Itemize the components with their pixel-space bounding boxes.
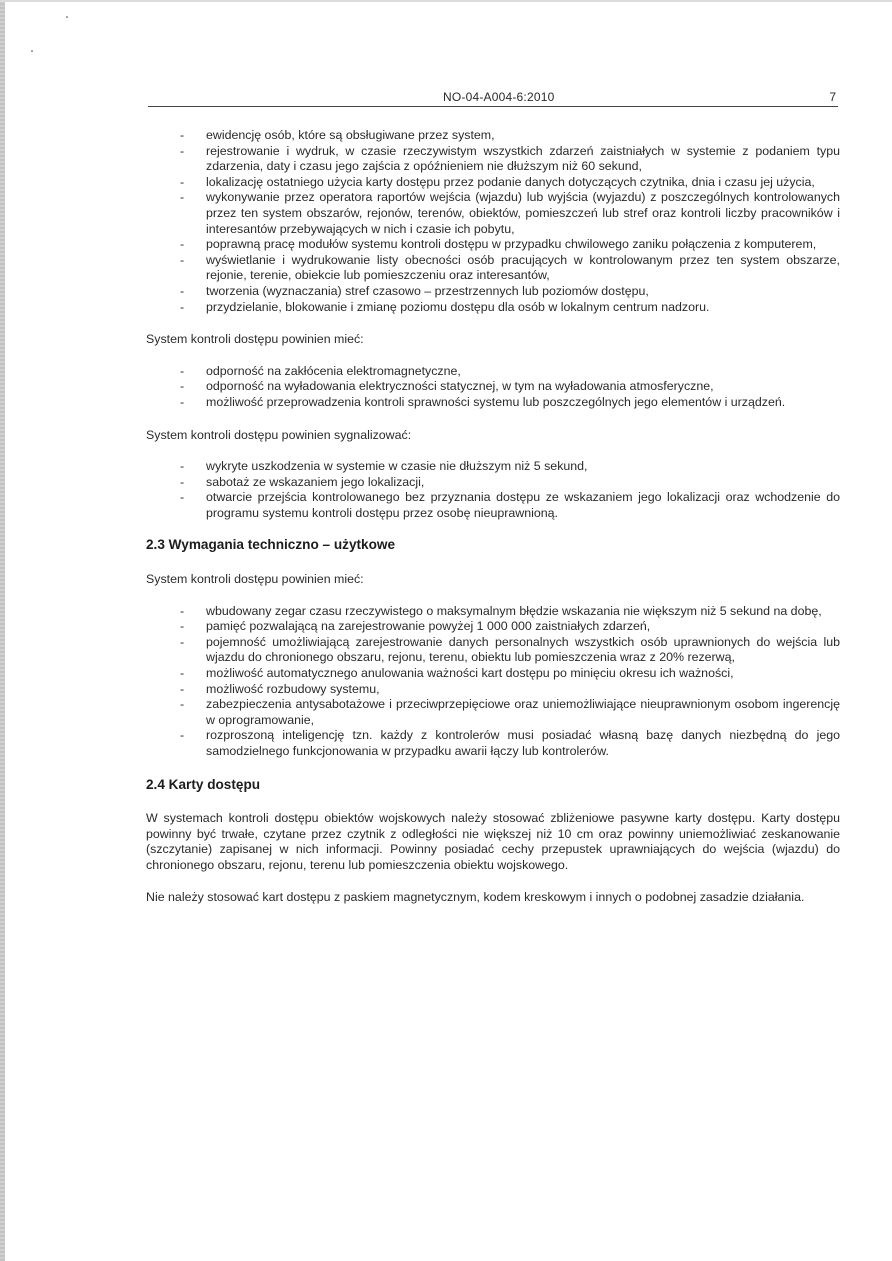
- list-item-text: pamięć pozwalającą na zarejestrowanie powyżej 1 000 000 zaistniałych zdarzeń,: [206, 619, 651, 634]
- list-item: [146, 237, 840, 253]
- bullet-dash: -: [180, 190, 185, 205]
- list-item-text: rozproszoną inteligencję tzn. każdy z kontrolerów musi posiadać własną bazę danych niezbędną do jego samodzielnego funkcjonowania w przypadku awarii łączy lub kontrolerów.: [206, 728, 840, 758]
- document-code: NO-04-A004-6:2010: [443, 90, 555, 104]
- list-item: [146, 190, 840, 237]
- list-item: [146, 619, 840, 635]
- bullet-dash: -: [180, 174, 185, 189]
- list-item-text: możliwość rozbudowy systemu,: [206, 681, 380, 696]
- list-item-text: odporność na wyładowania elektryczności statycznej, w tym na wyładowania atmosferyczne,: [206, 379, 714, 394]
- bullet-dash: -: [180, 619, 185, 634]
- requirements-list-2-3: [146, 604, 840, 760]
- list-item-text: rejestrowanie i wydruk, w czasie rzeczywistym wszystkich zdarzeń zaistniałych w systemie z podaniem typu zdarzenia, daty i czasu jego zajścia z opóźnieniem nie dłuższym niż 60 sekund,: [206, 143, 840, 174]
- list-item: [146, 379, 840, 395]
- list-item: [146, 604, 840, 620]
- list-item-text: wykonywanie przez operatora raportów wejścia (wjazdu) lub wyjścia (wyjazdu) z poszczególnych kontrolowanych przez ten system obszarów, rejonów, terenów, obiektów, pomieszczeń lub stref oraz kontroli liczby pracowników i interesantów przebywających w nich i czasie ich pobytu,: [206, 190, 840, 236]
- list-item-text: lokalizację ostatniego użycia karty dostępu przez podanie danych dotyczących czytnika, dnia i czasu jej użycia,: [206, 174, 815, 189]
- scan-edge-left: [0, 0, 5, 1261]
- bullet-dash: -: [180, 143, 185, 158]
- list-item-text: zabezpieczenia antysabotażowe i przeciwprzepięciowe oraz uniemożliwiające nieuprawnionym osobom ingerencję w oprogramowanie,: [206, 697, 840, 727]
- list-item: [146, 697, 840, 728]
- requirements-list-c: [146, 459, 840, 521]
- list-item: [146, 395, 840, 411]
- bullet-dash: -: [180, 697, 185, 712]
- list-item: [146, 475, 840, 491]
- bullet-dash: -: [180, 363, 185, 378]
- list-item: [146, 490, 840, 521]
- list-item: [146, 459, 840, 475]
- list-item: [146, 682, 840, 698]
- bullet-dash: -: [180, 283, 185, 298]
- paragraph-intro-2-3: System kontroli dostępu powinien mieć:: [146, 572, 364, 587]
- bullet-dash: -: [180, 128, 185, 142]
- requirements-list-b: [146, 364, 840, 411]
- bullet-dash: -: [180, 459, 185, 474]
- paragraph-intro-c: System kontroli dostępu powinien sygnalizować:: [146, 427, 412, 442]
- page-number: 7: [829, 90, 836, 104]
- bullet-dash: -: [180, 634, 185, 649]
- list-item-text: odporność na zakłócenia elektromagnetyczne,: [206, 363, 461, 378]
- page-header: [148, 90, 838, 107]
- bullet-dash: -: [180, 681, 185, 696]
- list-item-text: pojemność umożliwiającą zarejestrowanie danych personalnych wszystkich osób uprawnionych do wejścia lub wjazdu do chronionego obszaru, rejonu, terenu, obiektu lub pomieszczenia wraz z 20% rezerwą,: [206, 634, 840, 665]
- bullet-dash: -: [180, 490, 185, 505]
- bullet-dash: -: [180, 728, 185, 743]
- list-item-text: ewidencję osób, które są obsługiwane przez system,: [206, 128, 495, 142]
- list-item: [146, 128, 840, 144]
- paragraph-access-cards: W systemach kontroli dostępu obiektów wojskowych należy stosować zbliżeniowe pasywne karty dostępu. Karty dostępu powinny być trwałe, czytane przez czytnik z odległości nie większej niż 10 cm oraz powinny uniemożliwiać zeskanowanie (szczytanie) zapisanej w nich informacji. Powinny posiadać cechy przepustek uprawniających do wejścia (wjazdu) do chronionego obszaru, rejonu, terenu lub pomieszczenia obiektu wojskowego.: [146, 811, 840, 872]
- list-item-text: wyświetlanie i wydrukowanie listy obecności osób pracujących w kontrolowanym przez ten system obszarze, rejonie, terenie, obiekcie lub pomieszczeniu oraz interesantów,: [206, 252, 840, 283]
- list-item-text: tworzenia (wyznaczania) stref czasowo – przestrzennych lub poziomów dostępu,: [206, 283, 649, 298]
- list-item: [146, 284, 840, 300]
- list-item: [146, 175, 840, 191]
- list-item-text: wbudowany zegar czasu rzeczywistego o maksymalnym błędzie wskazania nie większym niż 5 sekund na dobę,: [206, 603, 822, 618]
- list-item: [146, 300, 840, 316]
- list-item-text: możliwość automatycznego anulowania ważności kart dostępu po minięciu okresu ich ważności,: [206, 666, 734, 681]
- section-heading-2-4: 2.4 Karty dostępu: [146, 776, 261, 792]
- list-item: [146, 253, 840, 284]
- scan-speck: [31, 50, 33, 52]
- scan-speck: [66, 16, 68, 18]
- list-item-text: możliwość przeprowadzenia kontroli sprawności systemu lub poszczególnych jego elementów i urządzeń.: [206, 394, 786, 409]
- list-item: [146, 144, 840, 175]
- bullet-dash: -: [180, 394, 185, 409]
- bullet-dash: -: [180, 666, 185, 681]
- requirements-list-a: [146, 128, 840, 315]
- bullet-dash: -: [180, 474, 185, 489]
- list-item: [146, 635, 840, 666]
- bullet-dash: -: [180, 252, 185, 267]
- list-item-text: otwarcie przejścia kontrolowanego bez przyznania dostępu ze wskazaniem jego lokalizacji oraz wchodzenie do programu systemu kontroli dostępu przez osobę nieuprawnioną.: [206, 490, 840, 520]
- list-item-text: wykryte uszkodzenia w systemie w czasie nie dłuższym niż 5 sekund,: [206, 459, 588, 474]
- paragraph-intro-b: System kontroli dostępu powinien mieć:: [146, 332, 364, 347]
- page-content: [146, 128, 840, 905]
- list-item-text: sabotaż ze wskazaniem jego lokalizacji,: [206, 474, 425, 489]
- bullet-dash: -: [180, 237, 185, 252]
- bullet-dash: -: [180, 299, 185, 314]
- list-item: [146, 666, 840, 682]
- list-item-text: poprawną pracę modułów systemu kontroli dostępu w przypadku chwilowego zaniku połączenia z komputerem,: [206, 237, 817, 252]
- bullet-dash: -: [180, 603, 185, 618]
- paragraph-magnetic-cards: Nie należy stosować kart dostępu z paskiem magnetycznym, kodem kreskowym i innych o podobnej zasadzie działania.: [146, 889, 805, 904]
- bullet-dash: -: [180, 379, 185, 394]
- list-item: [146, 364, 840, 380]
- list-item-text: przydzielanie, blokowanie i zmianę poziomu dostępu dla osób w lokalnym centrum nadzoru.: [206, 299, 710, 314]
- scan-edge-top: [0, 0, 892, 2]
- list-item: [146, 728, 840, 759]
- section-heading-2-3: 2.3 Wymagania techniczno – użytkowe: [146, 537, 396, 553]
